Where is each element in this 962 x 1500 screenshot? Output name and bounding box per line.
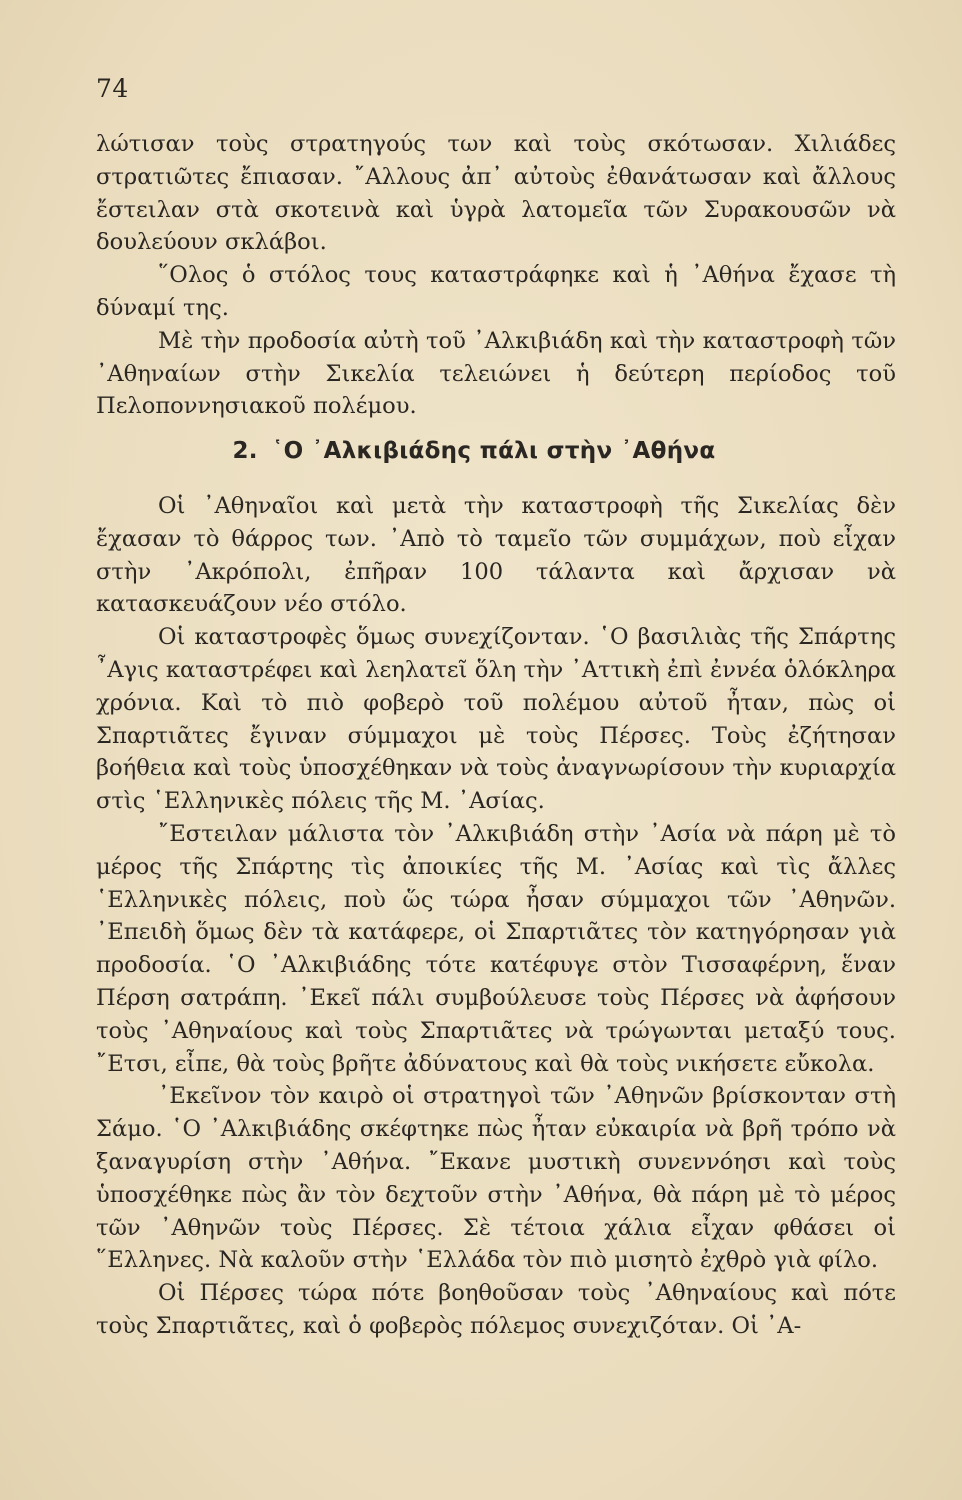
section-title: ῾Ο ᾿Αλκιβιάδης πάλι στὴν ᾿Αθήνα	[271, 438, 716, 464]
paragraph: Μὲ τὴν προδοσία αὐτὴ τοῦ ᾿Αλκιβιάδη καὶ τὴν καταστροφὴ τῶν ᾿Αθηναίων στὴν Σικελία τελειώνει ἡ δεύτερη περίοδος τοῦ Πελοποννησιακοῦ πολέμου.	[96, 327, 896, 420]
paragraph: ᾿Εκεῖνον τὸν καιρὸ οἱ στρατηγοὶ τῶν ᾿Αθηνῶν βρίσκονταν στὴ Σάμο. ῾Ο ᾿Αλκιβιάδης σκέφτηκε πὼς ἦταν εὐκαιρία νὰ βρῆ τρόπο νὰ ξαναγυρίση στὴν ᾿Αθήνα. ῎Εκανε μυστικὴ συνεννόησι καὶ τοὺς ὑποσχέθηκε πὼς ἂν τὸν δεχτοῦν στὴν ᾿Αθήνα, θὰ πάρη μὲ τὸ μέρος τῶν ᾿Αθηνῶν τοὺς Πέρσες. Σὲ τέτοια χάλια εἶχαν φθάσει οἱ ῞Ελληνες. Νὰ καλοῦν στὴν ῾Ελλάδα τὸν πιὸ μισητὸ ἐχθρὸ γιὰ φίλο.	[96, 1083, 896, 1274]
text-block-section	[96, 490, 896, 1343]
paragraph: λώτισαν τοὺς στρατηγούς των καὶ τοὺς σκότωσαν. Χιλιάδες στρατιῶτες ἔπιασαν. ῎Αλλους ἀπ᾿ αὐτοὺς ἐθανάτωσαν καὶ ἄλλους ἔστειλαν στὰ σκοτεινὰ καὶ ὑγρὰ λατομεῖα τῶν Συρακουσῶν νὰ δουλεύουν σκλάβοι.	[96, 131, 896, 256]
paragraph: Οἱ Πέρσες τώρα πότε βοηθοῦσαν τοὺς ᾿Αθηναίους καὶ πότε τοὺς Σπαρτιᾶτες, καὶ ὁ φοβερὸς πόλεμος συνεχιζόταν. Οἱ ᾿Α-	[96, 1280, 896, 1339]
paragraph: ῞Ολος ὁ στόλος τους καταστράφηκε καὶ ἡ ᾿Αθήνα ἔχασε τὴ δύναμί της.	[96, 262, 896, 321]
section-heading	[0, 438, 962, 464]
paragraph: Οἱ καταστροφὲς ὅμως συνεχίζονταν. ῾Ο βασιλιὰς τῆς Σπάρτης ῏Αγις καταστρέφει καὶ λεηλατεῖ ὅλη τὴν ᾿Αττικὴ ἐπὶ ἐννέα ὁλόκληρα χρόνια. Καὶ τὸ πιὸ φοβερὸ τοῦ πολέμου αὐτοῦ ἦταν, πὼς οἱ Σπαρτιᾶτες ἔγιναν σύμμαχοι μὲ τοὺς Πέρσες. Τοὺς ἐζήτησαν βοήθεια καὶ τοὺς ὑποσχέθηκαν νὰ τοὺς ἀναγνωρίσουν τὴν κυριαρχία στὶς ῾Ελληνικὲς πόλεις τῆς Μ. ᾿Ασίας.	[96, 624, 896, 815]
paragraph: Οἱ ᾿Αθηναῖοι καὶ μετὰ τὴν καταστροφὴ τῆς Σικελίας δὲν ἔχασαν τὸ θάρρος των. ᾿Απὸ τὸ ταμεῖο τῶν συμμάχων, ποὺ εἶχαν στὴν ᾿Ακρόπολι, ἐπῆραν 100 τάλαντα καὶ ἄρχισαν νὰ κατασκευάζουν νέο στόλο.	[96, 493, 896, 618]
paragraph: ῎Εστειλαν μάλιστα τὸν ᾿Αλκιβιάδη στὴν ᾿Ασία νὰ πάρη μὲ τὸ μέρος τῆς Σπάρτης τὶς ἀποικίες τῆς Μ. ᾿Ασίας καὶ τὶς ἄλλες ῾Ελληνικὲς πόλεις, ποὺ ὥς τώρα ἦσαν σύμμαχοι τῶν ᾿Αθηνῶν. ᾿Επειδὴ ὅμως δὲν τὰ κατάφερε, οἱ Σπαρτιᾶτες τὸν κατηγόρησαν γιὰ προδοσία. ῾Ο ᾿Αλκιβιάδης τότε κατέφυγε στὸν Τισσαφέρνη, ἕναν Πέρση σατράπη. ᾿Εκεῖ πάλι συμβούλευσε τοὺς Πέρσες νὰ ἀφήσουν τοὺς ᾿Αθηναίους καὶ τοὺς Σπαρτιᾶτες νὰ τρώγωνται μεταξύ τους. ῎Ετσι, εἶπε, θὰ τοὺς βρῆτε ἀδύνατους καὶ θὰ τοὺς νικήσετε εὔκολα.	[96, 820, 896, 1077]
page-number: 74	[96, 74, 129, 103]
text-block-top	[96, 128, 896, 423]
section-number: 2.	[232, 438, 258, 464]
